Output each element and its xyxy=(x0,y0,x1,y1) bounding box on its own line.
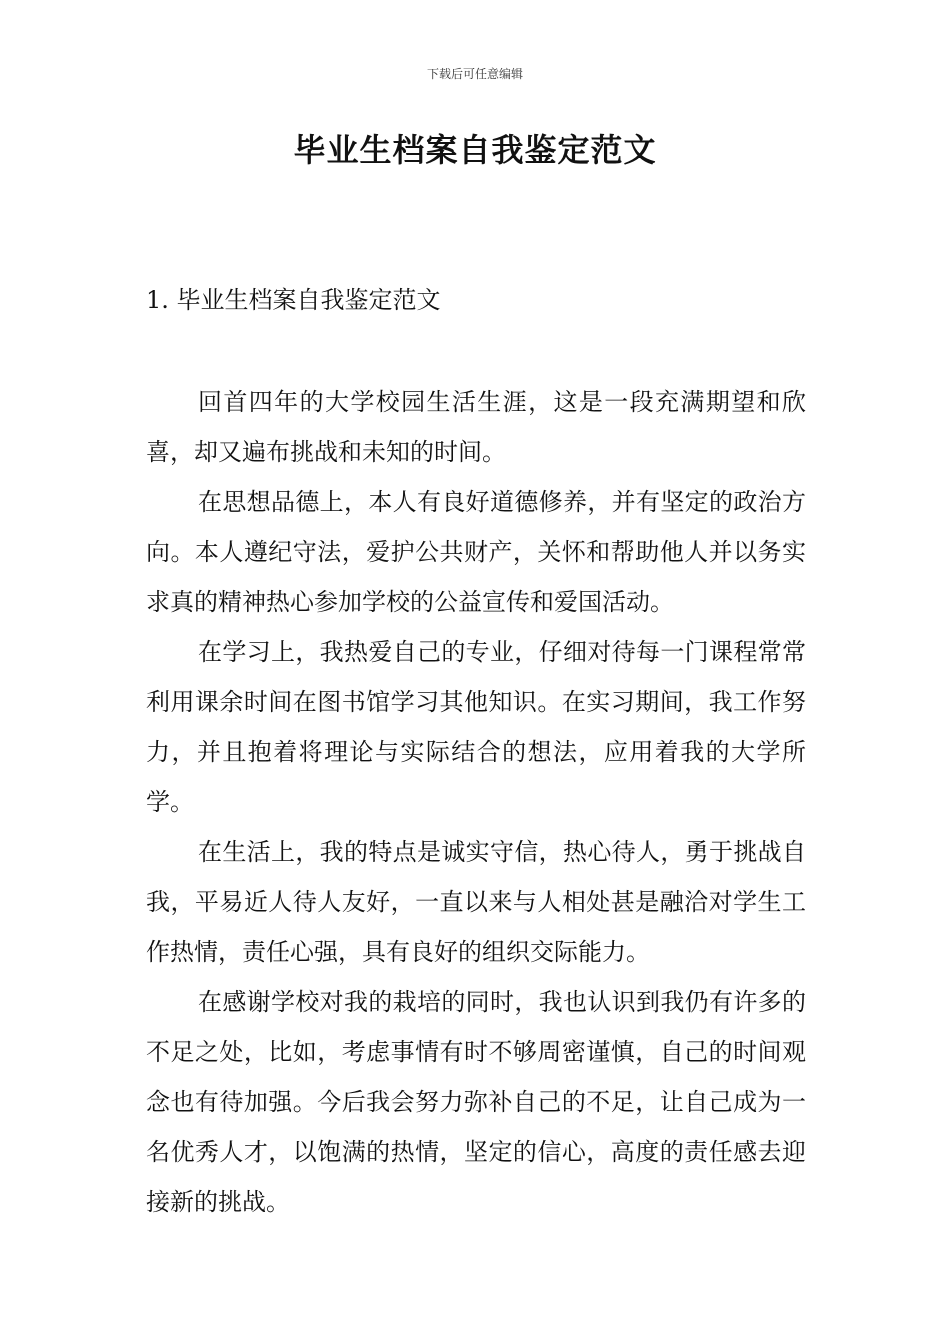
paragraph-life: 在生活上，我的特点是诚实守信，热心待人，勇于挑战自我，平易近人待人友好，一直以来与人相处甚是融洽对学生工作热情，责任心强，具有良好的组织交际能力。 xyxy=(146,838,806,966)
section-heading: 1. 毕业生档案自我鉴定范文 xyxy=(146,286,441,314)
header-note: 下载后可任意编辑 xyxy=(426,67,523,81)
document-title: 毕业生档案自我鉴定范文 xyxy=(293,131,657,169)
document-body xyxy=(146,377,806,1227)
paragraph-morality: 在思想品德上，本人有良好道德修养，并有坚定的政治方向。本人遵纪守法，爱护公共财产，关怀和帮助他人并以务实求真的精神热心参加学校的公益宣传和爱国活动。 xyxy=(146,488,806,616)
paragraph-conclusion: 在感谢学校对我的栽培的同时，我也认识到我仍有许多的不足之处，比如，考虑事情有时不够周密谨慎，自己的时间观念也有待加强。今后我会努力弥补自己的不足，让自己成为一名优秀人才，以饱满的热情，坚定的信心，高度的责任感去迎接新的挑战。 xyxy=(146,988,806,1216)
paragraph-study: 在学习上，我热爱自己的专业，仔细对待每一门课程常常利用课余时间在图书馆学习其他知识。在实习期间，我工作努力，并且抱着将理论与实际结合的想法，应用着我的大学所学。 xyxy=(146,638,806,816)
paragraph-intro: 回首四年的大学校园生活生涯，这是一段充满期望和欣喜，却又遍布挑战和未知的时间。 xyxy=(146,388,806,466)
